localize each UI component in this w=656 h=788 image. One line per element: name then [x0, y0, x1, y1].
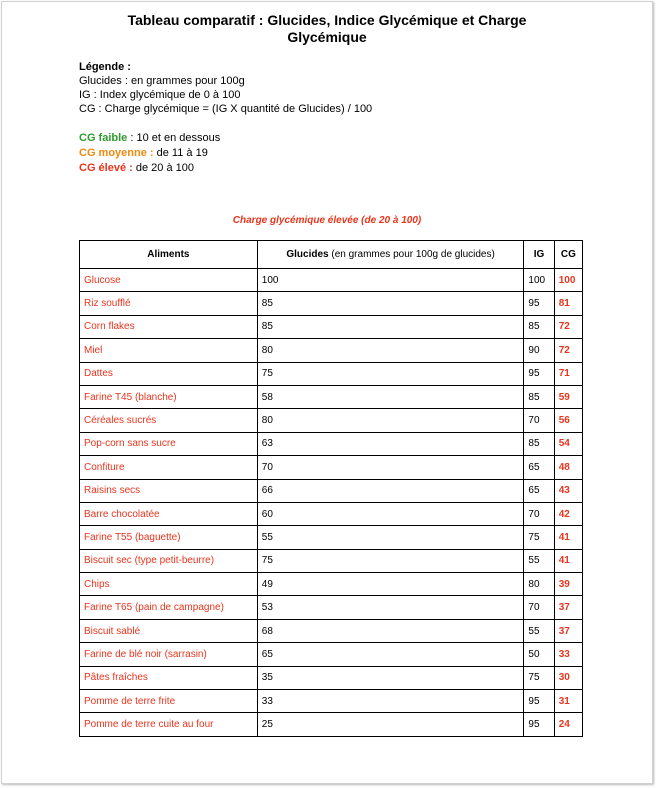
cg-cell: 39: [554, 573, 582, 596]
cg-cell: 33: [554, 643, 582, 666]
ig-cell: 85: [524, 385, 554, 408]
glucides-cell: 66: [257, 479, 524, 502]
food-cell: Barre chocolatée: [80, 502, 258, 525]
glycemic-table: [79, 240, 583, 737]
glucides-cell: 60: [257, 502, 524, 525]
table-row: [80, 479, 583, 502]
header-food: Aliments: [80, 241, 258, 269]
ig-cell: 55: [524, 619, 554, 642]
header-ig: IG: [524, 241, 554, 269]
food-cell: Pâtes fraîches: [80, 666, 258, 689]
food-cell: Confiture: [80, 456, 258, 479]
food-cell: Pop-corn sans sucre: [80, 432, 258, 455]
cg-cell: 72: [554, 339, 582, 362]
ig-cell: 90: [524, 339, 554, 362]
header-glucides-rest: (en grammes pour 100g de glucides): [328, 249, 495, 260]
table-row: [80, 292, 583, 315]
cg-cell: 54: [554, 432, 582, 455]
glucides-cell: 70: [257, 456, 524, 479]
header-glucides: [257, 241, 524, 269]
cg-cell: 41: [554, 526, 582, 549]
cg-cell: 43: [554, 479, 582, 502]
ig-cell: 80: [524, 573, 554, 596]
table-row: [80, 526, 583, 549]
food-cell: Farine de blé noir (sarrasin): [80, 643, 258, 666]
cg-cell: 42: [554, 502, 582, 525]
table-row: [80, 690, 583, 713]
ig-cell: 65: [524, 479, 554, 502]
cg-high-text: de 20 à 100: [132, 162, 194, 174]
food-cell: Farine T45 (blanche): [80, 385, 258, 408]
glucides-cell: 63: [257, 432, 524, 455]
ig-cell: 75: [524, 526, 554, 549]
ig-cell: 65: [524, 456, 554, 479]
ig-cell: 95: [524, 362, 554, 385]
table-row: [80, 643, 583, 666]
glucides-cell: 68: [257, 619, 524, 642]
ig-cell: 50: [524, 643, 554, 666]
food-cell: Pomme de terre frite: [80, 690, 258, 713]
glucides-cell: 55: [257, 526, 524, 549]
legend: [79, 60, 372, 116]
food-cell: Céréales sucrés: [80, 409, 258, 432]
glucides-cell: 85: [257, 292, 524, 315]
cg-cell: 37: [554, 619, 582, 642]
food-cell: Miel: [80, 339, 258, 362]
table-row: [80, 456, 583, 479]
cg-cell: 37: [554, 596, 582, 619]
table-row: [80, 666, 583, 689]
table-row: [80, 619, 583, 642]
ig-cell: 100: [524, 269, 554, 292]
table-row: [80, 385, 583, 408]
glucides-cell: 100: [257, 269, 524, 292]
legend-line-glucides: Glucides : en grammes pour 100g: [79, 75, 245, 87]
glucides-cell: 58: [257, 385, 524, 408]
document-title: [62, 12, 592, 46]
header-cg: CG: [554, 241, 582, 269]
cg-medium-label: CG moyenne :: [79, 147, 154, 159]
food-cell: Biscuit sec (type petit-beurre): [80, 549, 258, 572]
table-title: Charge glycémique élevée (de 20 à 100): [232, 215, 422, 226]
ig-cell: 85: [524, 432, 554, 455]
cg-cell: 81: [554, 292, 582, 315]
table-row: [80, 315, 583, 338]
glucides-cell: 75: [257, 549, 524, 572]
table-row: [80, 596, 583, 619]
cg-cell: 24: [554, 713, 582, 736]
food-cell: Chips: [80, 573, 258, 596]
table-row: [80, 549, 583, 572]
cg-level-low: [79, 131, 220, 146]
table-row: [80, 713, 583, 736]
table-row: [80, 432, 583, 455]
glucides-cell: 85: [257, 315, 524, 338]
glucides-cell: 35: [257, 666, 524, 689]
document-page: [1, 1, 653, 784]
cg-medium-text: de 11 à 19: [153, 147, 208, 159]
header-glucides-bold: Glucides: [286, 249, 329, 260]
ig-cell: 70: [524, 596, 554, 619]
ig-cell: 95: [524, 292, 554, 315]
ig-cell: 70: [524, 502, 554, 525]
glucides-cell: 49: [257, 573, 524, 596]
cg-cell: 41: [554, 549, 582, 572]
title-line-1: Tableau comparatif : Glucides, Indice Glycémique et Charge: [127, 12, 527, 28]
glucides-cell: 53: [257, 596, 524, 619]
ig-cell: 95: [524, 690, 554, 713]
table-row: [80, 502, 583, 525]
glucides-cell: 33: [257, 690, 524, 713]
cg-cell: 31: [554, 690, 582, 713]
food-cell: Farine T65 (pain de campagne): [80, 596, 258, 619]
glucides-cell: 65: [257, 643, 524, 666]
legend-line-ig: IG : Index glycémique de 0 à 100: [79, 89, 241, 101]
table-row: [80, 339, 583, 362]
cg-cell: 59: [554, 385, 582, 408]
cg-low-label: CG faible: [79, 132, 128, 144]
food-cell: Glucose: [80, 269, 258, 292]
title-line-2: Glycémique: [287, 29, 367, 45]
glucides-cell: 75: [257, 362, 524, 385]
table-body: [80, 269, 583, 737]
food-cell: Riz soufflé: [80, 292, 258, 315]
food-cell: Farine T55 (baguette): [80, 526, 258, 549]
table-row: [80, 409, 583, 432]
cg-cell: 56: [554, 409, 582, 432]
ig-cell: 75: [524, 666, 554, 689]
glucides-cell: 80: [257, 339, 524, 362]
ig-cell: 95: [524, 713, 554, 736]
cg-cell: 48: [554, 456, 582, 479]
table-row: [80, 573, 583, 596]
ig-cell: 85: [524, 315, 554, 338]
glucides-cell: 80: [257, 409, 524, 432]
cg-level-medium: [79, 146, 220, 161]
cg-cell: 30: [554, 666, 582, 689]
food-cell: Corn flakes: [80, 315, 258, 338]
glucides-cell: 25: [257, 713, 524, 736]
table-row: [80, 362, 583, 385]
cg-high-label: CG élevé :: [79, 162, 133, 174]
legend-line-cg: CG : Charge glycémique = (IG X quantité de Glucides) / 100: [79, 103, 373, 115]
food-cell: Biscuit sablé: [80, 619, 258, 642]
cg-cell: 72: [554, 315, 582, 338]
table-header-row: [80, 241, 583, 269]
table-row: [80, 269, 583, 292]
cg-low-text: : 10 et en dessous: [127, 132, 221, 144]
cg-cell: 71: [554, 362, 582, 385]
cg-cell: 100: [554, 269, 582, 292]
ig-cell: 55: [524, 549, 554, 572]
food-cell: Pomme de terre cuite au four: [80, 713, 258, 736]
legend-heading: Légende :: [79, 61, 131, 73]
food-cell: Raisins secs: [80, 479, 258, 502]
food-cell: Dattes: [80, 362, 258, 385]
cg-level-high: [79, 161, 220, 176]
cg-levels: [79, 131, 220, 176]
ig-cell: 70: [524, 409, 554, 432]
